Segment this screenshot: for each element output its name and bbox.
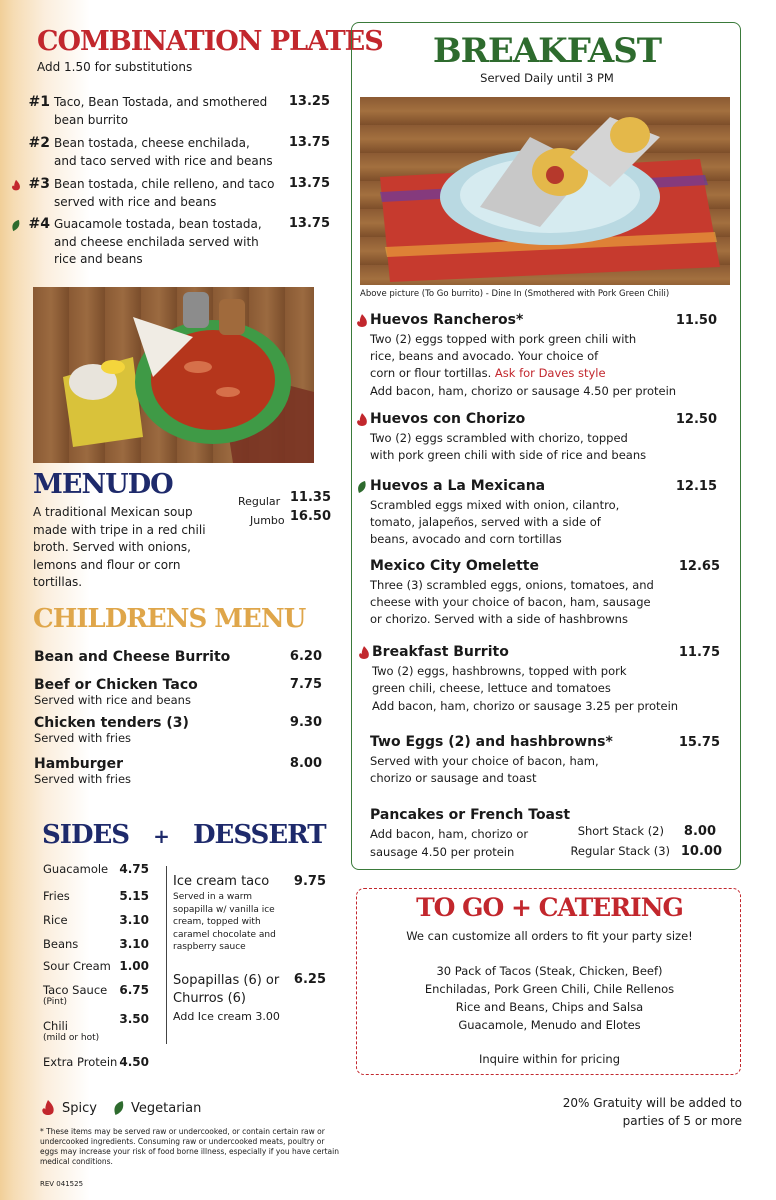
- side-item: [43, 1055, 149, 1069]
- side-price: 6.75: [119, 983, 149, 997]
- side-item: [43, 889, 149, 903]
- size-price: 11.35: [289, 490, 331, 505]
- kids-item-name: Hamburger: [34, 756, 124, 772]
- dessert-price: 9.75: [293, 874, 326, 889]
- side-price: 4.75: [119, 862, 149, 876]
- combo-description: Bean tostada, cheese enchilada, and taco served with rice and beans: [54, 136, 273, 168]
- sides-divider: [166, 866, 167, 1044]
- size-price: 16.50: [289, 509, 331, 524]
- catering-list-item: 30 Pack of Tacos (Steak, Chicken, Beef): [436, 964, 663, 978]
- dessert-description: Add Ice cream 3.00: [173, 1010, 280, 1023]
- breakfast-item-line: with pork green chili with side of rice and beans: [370, 448, 647, 462]
- dessert-description: Served in a warm sopapilla w/ vanilla ice cream, topped with caramel chocolate and raspberry sauce: [173, 892, 276, 952]
- combo-price: 13.25: [288, 94, 330, 109]
- side-name: Rice: [43, 913, 68, 927]
- photo-caption: Above picture (To Go burrito) - Dine In (Smothered with Pork Green Chili): [360, 289, 670, 299]
- breakfast-item-line: rice, beans and avocado. Your choice of: [370, 349, 599, 363]
- chili-icon: [355, 412, 369, 428]
- breakfast-item-name: Two Eggs (2) and hashbrowns*: [370, 734, 613, 750]
- side-name: Beans: [43, 937, 79, 951]
- breakfast-title: BREAKFAST: [432, 31, 662, 71]
- side-price: 3.10: [119, 937, 149, 951]
- side-price: 3.50: [119, 1012, 149, 1026]
- menudo-size-jumbo: [238, 509, 331, 528]
- catering-list-item: Enchiladas, Pork Green Chili, Chile Rellenos: [424, 982, 675, 996]
- side-name: Taco Sauce: [43, 983, 108, 997]
- breakfast-item-line: Add bacon, ham, chorizo or sausage 4.50 per protein: [370, 384, 677, 398]
- kids-item-2: [34, 677, 322, 707]
- dessert-item-ice-cream-taco: [173, 874, 328, 954]
- gratuity-line: parties of 5 or more: [622, 1114, 742, 1128]
- kids-item-3: [34, 715, 322, 745]
- combo-number: #2: [28, 135, 50, 151]
- kids-item-price: 8.00: [289, 756, 322, 771]
- menudo-size-regular: [238, 490, 331, 509]
- breakfast-item-name: Huevos con Chorizo: [370, 411, 526, 427]
- gratuity-note: [563, 1094, 742, 1130]
- combo-description: Guacamole tostada, bean tostada, and cheese enchilada served with rice and beans: [54, 217, 262, 266]
- breakfast-item-price: 12.50: [675, 412, 717, 427]
- burrito-plate-illustration: [360, 97, 730, 285]
- gratuity-line: 20% Gratuity will be added to: [562, 1096, 742, 1110]
- chili-icon: [355, 313, 369, 329]
- chili-icon: [357, 645, 371, 661]
- catering-title: TO GO + CATERING: [416, 893, 683, 922]
- sides-title: [42, 820, 326, 850]
- catering-box: [356, 888, 741, 1075]
- side-name: Extra Protein: [43, 1055, 118, 1069]
- leaf-icon: [356, 479, 368, 495]
- breakfast-item-line: cheese with your choice of bacon, ham, sausage: [370, 595, 651, 609]
- catering-list-item: Guacamole, Menudo and Elotes: [458, 1018, 641, 1032]
- side-price: 4.50: [119, 1055, 149, 1069]
- breakfast-item-line: [370, 365, 606, 383]
- side-item: [43, 959, 149, 973]
- breakfast-item-price: 12.65: [678, 559, 720, 574]
- combo-description: Taco, Bean Tostada, and smothered bean burrito: [54, 95, 268, 127]
- dessert-price: 6.25: [293, 972, 326, 987]
- breakfast-item-line: or chorizo. Served with a side of hashbrowns: [370, 612, 628, 626]
- side-name: Sour Cream: [43, 959, 111, 973]
- kids-item-price: 7.75: [289, 677, 322, 692]
- breakfast-item-price: 11.50: [675, 313, 717, 328]
- catering-intro: We can customize all orders to fit your party size!: [406, 929, 693, 943]
- kids-item-4: [34, 756, 322, 786]
- breakfast-item-line: chorizo or sausage and toast: [370, 771, 537, 785]
- breakfast-item-line: sausage 4.50 per protein: [370, 845, 515, 859]
- side-price: 5.15: [119, 889, 149, 903]
- menudo-title: MENUDO: [33, 469, 173, 500]
- regular-stack-price: 10.00: [680, 844, 722, 859]
- breakfast-item-name: Pancakes or French Toast: [370, 807, 571, 823]
- catering-list-item: Rice and Beans, Chips and Salsa: [455, 1000, 644, 1014]
- side-price: 1.00: [119, 959, 149, 973]
- combo-number: #3: [28, 176, 50, 192]
- breakfast-item-line: Two (2) eggs topped with pork green chili with: [370, 332, 637, 346]
- childrens-title: CHILDRENS MENU: [33, 604, 306, 634]
- side-sub: (Pint): [43, 997, 67, 1007]
- breakfast-item-name: Huevos a La Mexicana: [370, 478, 546, 494]
- burrito-photo: [360, 97, 730, 285]
- combination-subtitle: Add 1.50 for substitutions: [37, 60, 193, 74]
- combination-title: COMBINATION PLATES: [37, 26, 383, 57]
- breakfast-item-name: Mexico City Omelette: [370, 558, 539, 574]
- side-name: Guacamole: [43, 862, 109, 876]
- short-stack-price: 8.00: [683, 824, 716, 839]
- breakfast-item-line: Add bacon, ham, chorizo or: [370, 827, 529, 841]
- breakfast-item-line: beans, avocado and corn tortillas: [370, 532, 562, 546]
- side-item: [43, 913, 149, 927]
- breakfast-item-line: Scrambled eggs mixed with onion, cilantro,: [370, 498, 620, 512]
- kids-item-price: 6.20: [289, 649, 322, 664]
- breakfast-item-line: green chili, cheese, lettuce and tomatoes: [372, 681, 611, 695]
- kids-item-name: Chicken tenders (3): [34, 715, 189, 731]
- size-label: Regular: [238, 495, 281, 508]
- regular-stack-label: Regular Stack (3): [570, 844, 670, 858]
- side-item: [43, 862, 149, 876]
- revision-code: REV 041525: [40, 1180, 84, 1188]
- side-sub: (mild or hot): [43, 1033, 100, 1043]
- menudo-bowl-illustration: [33, 287, 314, 463]
- legend-spicy: Spicy: [62, 1101, 97, 1116]
- breakfast-item-line-text: corn or flour tortillas.: [370, 366, 495, 380]
- kids-item-sub: Served with rice and beans: [34, 693, 191, 707]
- breakfast-panel: [351, 22, 741, 870]
- breakfast-item-price: 11.75: [678, 645, 720, 660]
- daves-style-note: Ask for Daves style: [494, 366, 606, 380]
- kids-item-price: 9.30: [289, 715, 322, 730]
- kids-item-sub: Served with fries: [34, 772, 132, 786]
- kids-item-sub: Served with fries: [34, 731, 132, 745]
- combo-number: #4: [28, 216, 50, 232]
- breakfast-item-price: 15.75: [678, 735, 720, 750]
- combo-price: 13.75: [288, 176, 330, 191]
- side-name: Fries: [43, 889, 70, 903]
- side-price: 3.10: [119, 913, 149, 927]
- combo-number: #1: [28, 94, 50, 110]
- breakfast-item-name: Huevos Rancheros*: [370, 312, 524, 328]
- dessert-item-sopapillas: [173, 972, 328, 1023]
- side-item: [43, 983, 149, 1007]
- combo-price: 13.75: [288, 216, 330, 231]
- breakfast-item-line: Two (2) eggs, hashbrowns, topped with pork: [372, 664, 627, 678]
- breakfast-item-line: Served with your choice of bacon, ham,: [370, 754, 599, 768]
- breakfast-item-line: Add bacon, ham, chorizo or sausage 3.25 per protein: [372, 699, 679, 713]
- side-item: [43, 937, 149, 951]
- disclaimer: * These items may be served raw or undercooked, or contain certain raw or undercooked ingredients. Consuming raw or undercooked meats, poultry or eggs may increase your risk of food borne illness, especially if you have certain medical conditions.: [40, 1127, 339, 1166]
- legend: [40, 1098, 240, 1120]
- kids-item-1: [34, 649, 322, 665]
- breakfast-item-price: 12.15: [675, 479, 717, 494]
- dessert-name: Sopapillas (6) or Churros (6): [173, 973, 280, 1006]
- leaf-icon: [112, 1098, 126, 1118]
- sides-title-right: DESSERT: [192, 820, 326, 850]
- breakfast-item-line: Two (2) eggs scrambled with chorizo, topped: [370, 431, 628, 445]
- breakfast-item-line: Three (3) scrambled eggs, onions, tomatoes, and: [370, 578, 654, 592]
- chili-icon: [40, 1098, 56, 1118]
- sides-title-plus: +: [153, 824, 169, 848]
- breakfast-item-line: tomato, jalapeños, served with a side of: [370, 515, 601, 529]
- dessert-name: Ice cream taco: [173, 874, 270, 889]
- breakfast-item-name: Breakfast Burrito: [372, 644, 509, 660]
- kids-item-name: Bean and Cheese Burrito: [34, 649, 231, 665]
- side-name: Chili: [43, 1019, 68, 1033]
- menudo-photo: [33, 287, 314, 463]
- breakfast-subtitle: Served Daily until 3 PM: [480, 71, 614, 85]
- side-item: [43, 1012, 149, 1043]
- short-stack-label: Short Stack (2): [577, 824, 664, 838]
- sides-title-left: SIDES: [42, 820, 130, 850]
- combo-price: 13.75: [288, 135, 330, 150]
- menudo-description: A traditional Mexican soup made with tripe in a red chili broth. Served with onions, lemons and flour or corn tortillas.: [33, 505, 206, 589]
- size-label: Jumbo: [250, 514, 285, 527]
- combo-description: Bean tostada, chile relleno, and taco served with rice and beans: [54, 177, 275, 209]
- legend-vegetarian: Vegetarian: [131, 1101, 202, 1116]
- kids-item-name: Beef or Chicken Taco: [34, 677, 198, 693]
- catering-inquire: Inquire within for pricing: [478, 1052, 620, 1066]
